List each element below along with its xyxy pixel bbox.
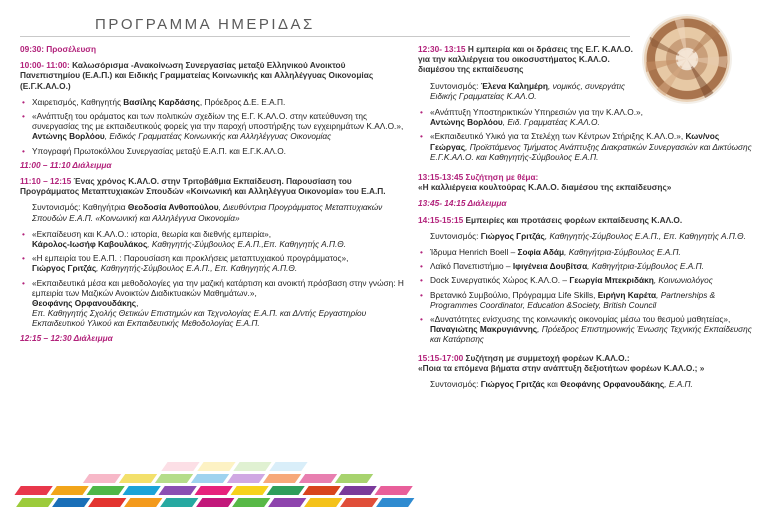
arrival-time: 09:30: Προσέλευση [20,44,97,54]
session-coordinator: Συντονισμός: Γιώργος Γριτζάς και Θεοφάνης Ορφανουδάκης, Ε.Α.Π. [430,379,693,390]
session-coordinator: Συντονισμός: Έλενα Καλημέρη, νομικός, συνεργάτις Ειδικής Γραμματείας Κ.ΑΛ.Ο. [430,80,626,101]
session-experience: 12:30- 13:15 Η εμπειρία και οι δράσεις της Ε.Γ. Κ.ΑΛ.Ο. για την καλλιέργεια του οικοσυστήματος Κ.ΑΛ.Ο. διαμέσου της εκπαίδευσης [418,44,633,75]
break-3: 13:45- 14:15 Διάλειμμα [418,198,507,209]
left-column [20,44,405,349]
right-column [418,44,758,395]
session-coordinator: Συντονισμός: Γιώργος Γριτζάς, Καθηγητής-Σύμβουλος Ε.Α.Π., Επ. Καθηγητής Α.Π.Θ. [430,230,746,241]
page-title: ΠΡΟΓΡΑΜΜΑ ΗΜΕΡΙΔΑΣ [95,16,315,33]
list-item: • «Η εμπειρία του Ε.Α.Π. : Παρουσίαση και προκλήσεις μεταπτυχιακού προγράμματος», Γιώργος Γριτζάς, Καθηγητής-Σύμβουλος Ε.Α.Π., Επ. Καθηγητής Α.Π.Θ. [20,253,405,273]
session-welcome: 10:00- 11:00: Καλωσόρισμα -Ανακοίνωση Συνεργασίας μεταξύ Ελληνικού Ανοικτού Πανεπιστημίου (Ε.Α.Π.) και Ειδικής Γραμματείας Κοινωνικής και Αλληλέγγυας Οικονομίας (Ε.Γ.Κ.ΑΛ.Ο.) [20,60,374,91]
title-divider [20,36,630,37]
list-item: • Χαιρετισμός, Καθηγητής Βασίλης Καρδάσης, Πρόεδρος Δ.Ε. Ε.Α.Π. [20,97,405,107]
list-item: • «Ανάπτυξη Υποστηρικτικών Υπηρεσιών για την Κ.ΑΛ.Ο.», Αντώνης Βορλόου, Ειδ. Γραμματέας Κ.ΑΛ.Ο. [418,107,645,127]
list-item: • Βρετανικό Συμβούλιο, Πρόγραμμα Life Skills, Ειρήνη Καρέτα, Partnerships & Programmes Coordinator, Education &Society, British Council [418,290,758,310]
list-item: • «Εκπαίδευση και Κ.ΑΛ.Ο.: ιστορία, θεωρία και διεθνής εμπειρία», Κάρολος-Ιωσήφ Καβουλάκος, Καθηγητής-Σύμβουλος Ε.Α.Π.,Επ. Καθηγητής Α.Π.Θ. [20,229,405,249]
list-item: • «Ανάπτυξη του οράματος και των πολιτικών σχεδίων της Ε.Γ. Κ.ΑΛ.Ο. στην κατεύθυνση της συνεργασίας της με εκπαιδευτικούς φορείς για την παροχή υποστήριξης των εγχειρημάτων Κ.ΑΛ.Ο.», Αντώνης Βορλόου, Ειδικός Γραμματέας Κοινωνικής και Αλληλέγγυας Οικονομίας [20,111,405,142]
break-2: 12:15 – 12:30 Διάλειμμα [20,332,113,343]
break-1: 11:00 – 11:10 Διάλειμμα [20,159,112,170]
session-partners: 14:15-15:15 Εμπειρίες και προτάσεις φορέων εκπαίδευσης Κ.ΑΛ.Ο. [418,214,683,225]
discussion-2: 15:15-17:00 Συζήτηση με συμμετοχή φορέων Κ.ΑΛ.Ο.: «Ποια τα επόμενα βήματα στην ανάπτυξη δεξιοτήτων φορέων Κ.ΑΛ.Ο.; » [418,352,705,373]
session-coordinator: Συντονισμός: Καθηγήτρια Θεοδοσία Ανθοπούλου, Διευθύντρια Προγράμματος Μεταπτυχιακών Σπουδών Ε.Α.Π. «Κοινωνική και Αλληλέγγυα Οικονομία» [32,202,383,223]
colorful-tiles-decoration [0,430,480,510]
list-item: • Dock Συνεργατικός Χώρος Κ.ΑΛ.Ο. – Γεωργία Μπεκριδάκη, Κοινωνιολόγος [418,275,758,285]
discussion-1: 13:15-13:45 Συζήτηση με θέμα: «Η καλλιέργεια κουλτούρας Κ.ΑΛ.Ο. διαμέσου της εκπαίδευσης» [418,172,672,193]
list-item: • «Εκπαιδευτικά μέσα και μεθοδολογίες για την μαζική κατάρτιση και ανοικτή πρόσβαση στην γνώση: Η εμπειρία των Μαζικών Ανοικτών Διαδικτυακών Μαθημάτων.», Θεοφάνης Ορφανουδάκης, Επ. Καθηγητής Σχολής Θετικών Επιστημών και Τεχνολογίας Ε.Α.Π. και Δ/ντής Εργαστηρίου Εκπαιδευτικού Υλικού και Εκπαιδευτικής Μεθοδολογίας Ε.Α.Π. [20,278,405,329]
list-item: • Υπογραφή Πρωτοκόλλου Συνεργασίας μεταξύ Ε.Α.Π. και Ε.Γ.Κ.ΑΛ.Ο. [20,146,405,156]
list-item: • Ίδρυμα Henrich Boell – Σοφία Αδάμ, Καθηγήτρια-Σύμβουλος Ε.Α.Π. [418,247,758,257]
list-item: • «Εκπαιδευτικό Υλικό για τα Στελέχη των Κέντρων Στήριξης Κ.ΑΛ.Ο.», Κων/νος Γεώργας, Προϊστάμενος Τμήματος Ανάπτυξης Διακρατικών Συνεργασιών και Δικτύωσης Ε.Γ.Κ.ΑΛ.Ο. και Καθηγητής-Σύμβουλος Ε.Α.Π. [418,131,758,162]
list-item: • «Δυνατότητες ενίσχυσης της κοινωνικής οικονομίας μέσω του θεσμού μαθητείας», Παναγιώτης Μακρυγιάννης, Πρόεδρος Επιστημονικής Ένωσης Τεχνικής Εκπαίδευσης και Κατάρτισης [418,314,758,345]
list-item: • Λαϊκό Πανεπιστήμιο – Ιφιγένεια Δουβίτσα, Καθηγήτρια-Σύμβουλος Ε.Α.Π. [418,261,758,271]
session-one-year: 11:10 – 12:15 Ένας χρόνος Κ.ΑΛ.Ο. στην Τριτοβάθμια Εκπαίδευση. Παρουσίαση του Προγράμματος Μεταπτυχιακών Σπουδών «Κοινωνική και Αλληλέγγυα Οικονομία» του Ε.Α.Π. [20,176,386,197]
